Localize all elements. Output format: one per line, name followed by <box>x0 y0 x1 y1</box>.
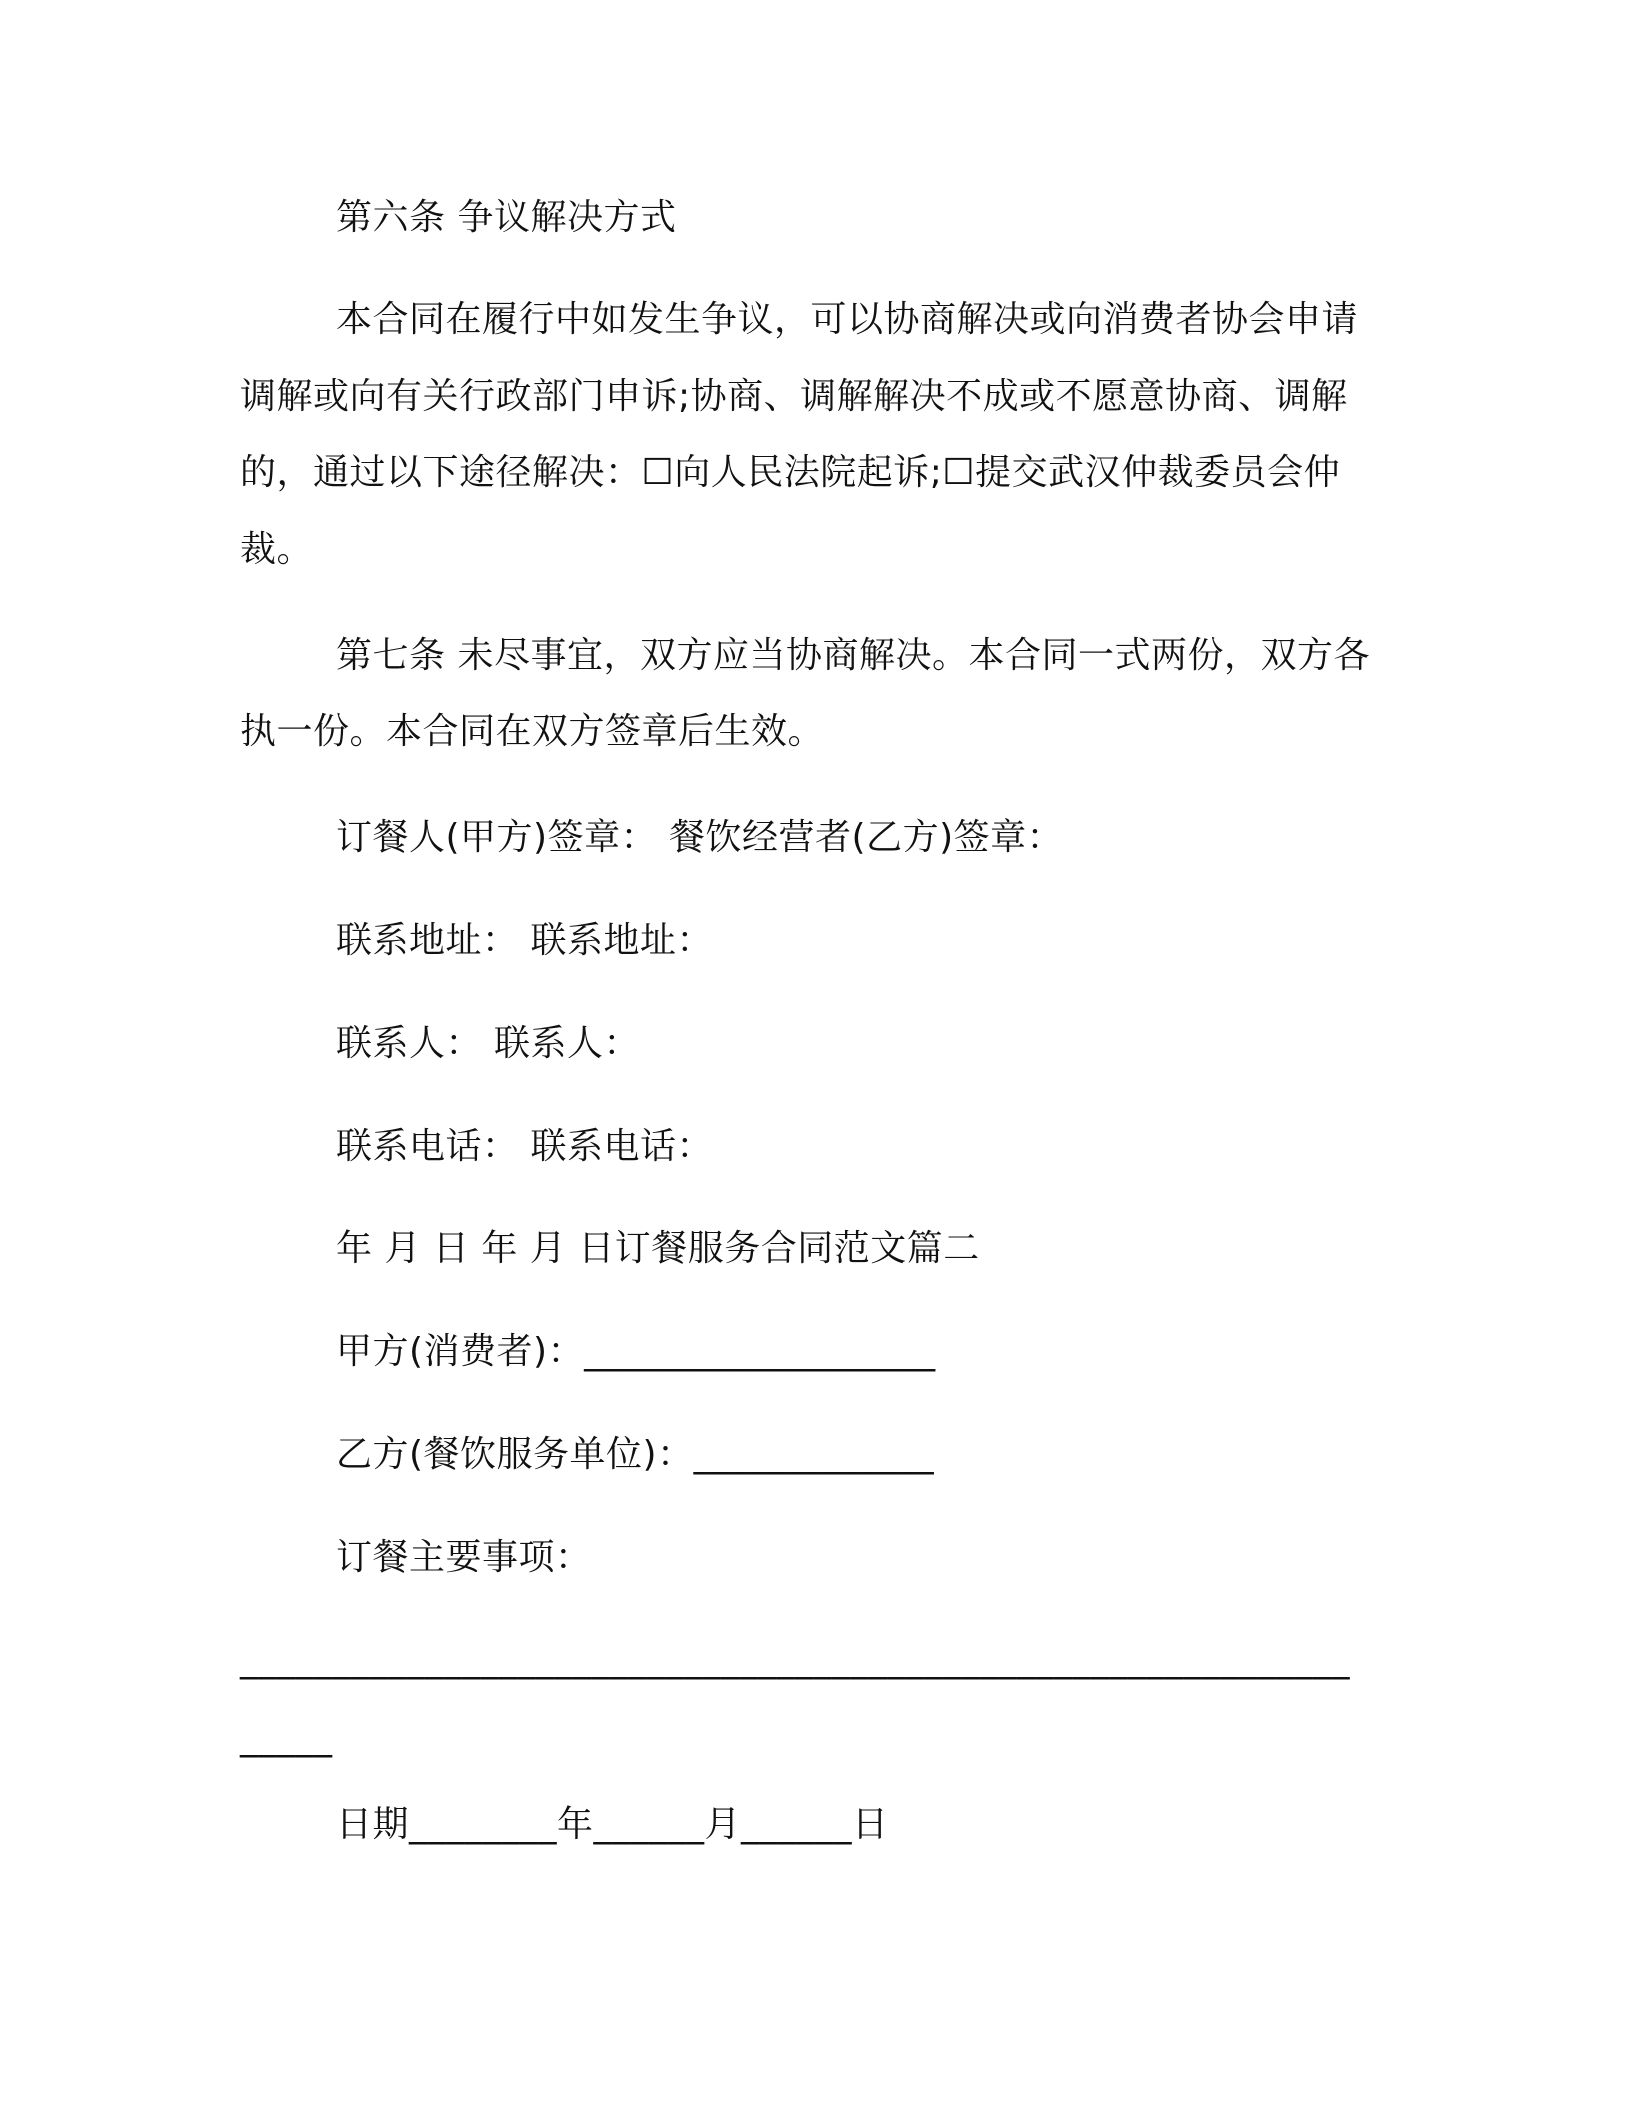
main-items-blank-line-1: ____________________________________________________________ <box>240 1639 1350 1680</box>
main-items-blank-line-2: _____ <box>240 1717 333 1758</box>
date-line: 日期________年______月______日 <box>336 1804 889 1845</box>
phone-line: 联系电话： 联系电话： <box>336 1126 713 1167</box>
contact-person-line: 联系人： 联系人： <box>336 1023 640 1064</box>
party-b-line: 乙方(餐饮服务单位)：_____________ <box>336 1434 935 1475</box>
main-items-label: 订餐主要事项： <box>336 1537 592 1578</box>
article6-body-line-1: 本合同在履行中如发生争议，可以协商解决或向消费者协会申请 <box>336 299 1359 340</box>
date-title-line: 年 月 日 年 月 日订餐服务合同范文篇二 <box>336 1228 980 1269</box>
signature-line: 订餐人(甲方)签章： 餐饮经营者(乙方)签章： <box>336 817 1064 858</box>
party-a-line: 甲方(消费者)：___________________ <box>336 1331 936 1372</box>
article6-body-line-2: 调解或向有关行政部门申诉;协商、调解解决不成或不愿意协商、调解 <box>240 376 1348 417</box>
article7-line-2: 执一份。本合同在双方签章后生效。 <box>240 711 825 752</box>
article6-body-line-3: 的，通过以下途径解决：☐向人民法院起诉;☐提交武汉仲裁委员会仲 <box>240 452 1341 493</box>
article6-body-line-4: 裁。 <box>240 529 314 570</box>
article6-heading: 第六条 争议解决方式 <box>336 197 677 238</box>
address-line: 联系地址： 联系地址： <box>336 920 713 961</box>
article7-line-1: 第七条 未尽事宜，双方应当协商解决。本合同一式两份，双方各 <box>336 635 1370 676</box>
